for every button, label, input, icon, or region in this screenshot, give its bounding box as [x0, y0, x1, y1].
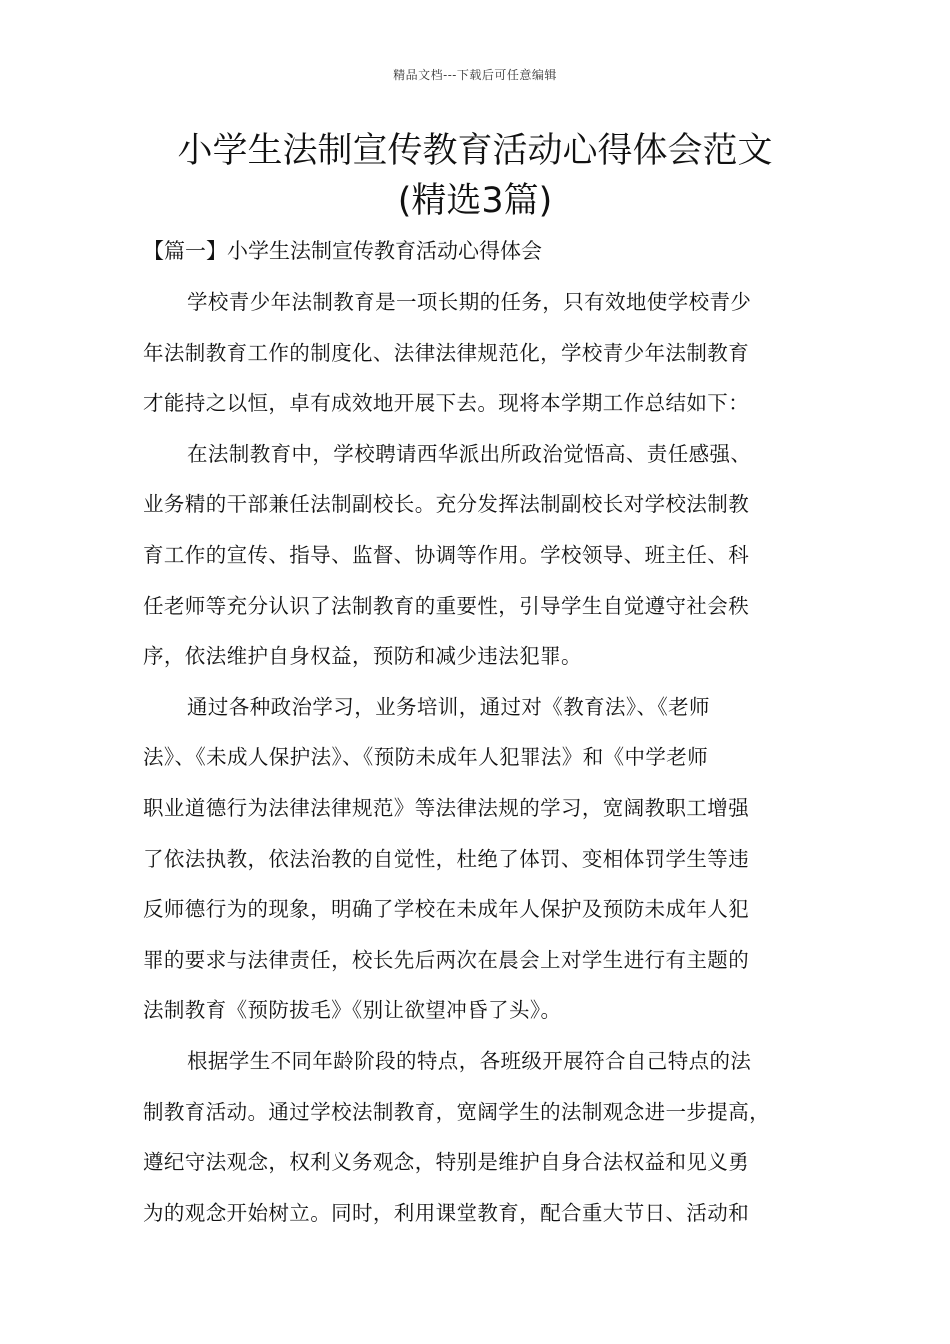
paragraph-line: 任老师等充分认识了法制教育的重要性，引导学生自觉遵守社会秩: [143, 593, 750, 618]
paragraph-3: [143, 682, 807, 1036]
paragraph-line: 业务精的干部兼任法制副校长。充分发挥法制副校长对学校法制教: [143, 492, 750, 517]
paragraph-line: 法制教育《预防拔毛》《别让欲望冲昏了头》。: [143, 998, 562, 1023]
paragraph-line: 了依法执教，依法治教的自觉性，杜绝了体罚、变相体罚学生等违: [143, 846, 750, 871]
paragraph-line: 才能持之以恒，卓有成效地开展下去。现将本学期工作总结如下：: [143, 391, 750, 416]
paragraph-line: 制教育活动。通过学校法制教育，宽阔学生的法制观念进一步提高，: [143, 1099, 770, 1124]
paragraph-line: 育工作的宣传、指导、监督、协调等作用。学校领导、班主任、科: [143, 542, 750, 567]
paragraph-line: 遵纪守法观念，权利义务观念，特别是维护自身合法权益和见义勇: [143, 1150, 750, 1175]
document-title: [120, 126, 830, 226]
paragraph-line: 为的观念开始树立。同时，利用课堂教育，配合重大节日、活动和: [143, 1200, 750, 1225]
paragraph-2: [143, 429, 807, 682]
paragraph-line: 年法制教育工作的制度化、法律法律规范化，学校青少年法制教育: [143, 340, 750, 365]
title-line-2: (精选3篇): [397, 181, 553, 221]
section-heading: 【篇一】小学生法制宣传教育活动心得体会: [143, 239, 542, 263]
title-line-1: 小学生法制宣传教育活动心得体会范文: [177, 131, 773, 171]
paragraph-line: 学校青少年法制教育是一项长期的任务，只有效地使学校青少: [187, 290, 752, 314]
paragraph-1: [143, 277, 807, 429]
header-note: 精品文档---下载后可任意编辑: [393, 68, 557, 82]
paragraph-line: 法》、《未成人保护法》、《预防未成年人犯罪法》和《中学老师: [143, 745, 709, 770]
body-text: [143, 277, 807, 1238]
paragraph-line: 序，依法维护自身权益，预防和减少违法犯罪。: [143, 644, 582, 669]
paragraph-line: 通过各种政治学习，业务培训，通过对《教育法》、《老师: [187, 694, 710, 719]
paragraph-line: 根据学生不同年龄阶段的特点，各班级开展符合自己特点的法: [187, 1048, 752, 1073]
paragraph-line: 职业道德行为法律法律规范》等法律法规的学习，宽阔教职工增强: [143, 795, 750, 820]
paragraph-line: 反师德行为的现象，明确了学校在未成年人保护及预防未成年人犯: [143, 897, 750, 922]
paragraph-4: [143, 1036, 807, 1238]
paragraph-line: 在法制教育中，学校聘请西华派出所政治觉悟高、责任感强、: [187, 441, 752, 466]
paragraph-line: 罪的要求与法律责任，校长先后两次在晨会上对学生进行有主题的: [143, 947, 750, 972]
